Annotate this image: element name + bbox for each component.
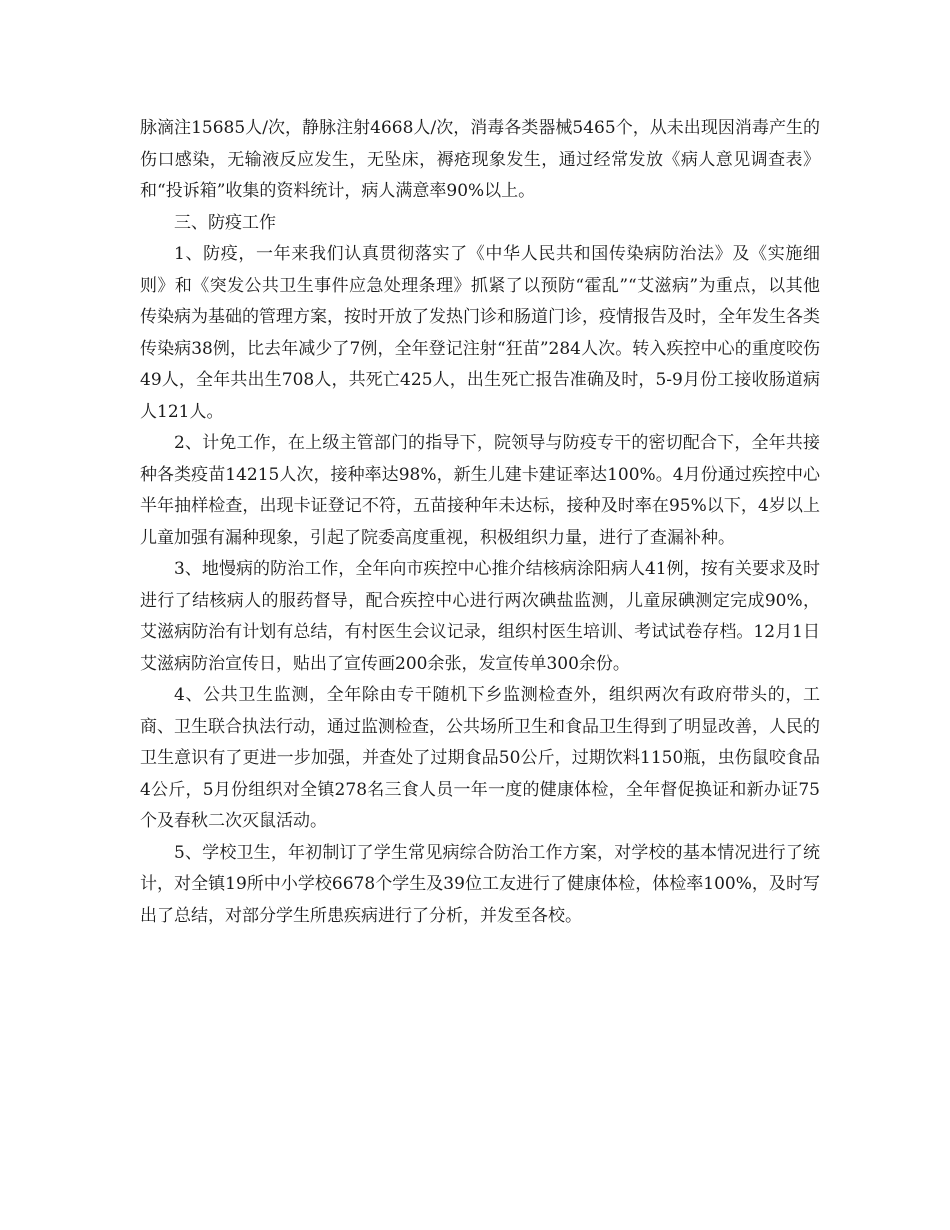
- paragraph-immunization: 2、计免工作，在上级主管部门的指导下，院领导与防疫专干的密切配合下，全年共接种各类疫苗14215人次，接种率达98%，新生儿建卡建证率达100%。4月份通过疾控中心半年抽样检查，出现卡证登记不符，五苗接种年未达标，接种及时率在95%以下，4岁以上儿童加强有漏种现象，引起了院委高度重视，积极组织力量，进行了查漏补种。: [140, 433, 820, 548]
- paragraph-prevention: 1、防疫，一年来我们认真贯彻落实了《中华人民共和国传染病防治法》及《实施细则》和《突发公共卫生事件应急处理条理》抓紧了以预防“霍乱”“艾滋病”为重点，以其他传染病为基础的管理方案，按时开放了发热门诊和肠道门诊，疫情报告及时，全年发生各类传染病38例，比去年减少了7例，全年登记注射“狂苗”284人次。转入疾控中心的重度咬伤49人，全年共出生708人，共死亡425人，出生死亡报告准确及时，5-9月份工接收肠道病人121人。: [140, 244, 820, 422]
- paragraph-school-health: 5、学校卫生，年初制订了学生常见病综合防治工作方案，对学校的基本情况进行了统计，对全镇19所中小学校6678个学生及39位工友进行了健康体检，体检率100%，及时写出了总结，对部分学生所患疾病进行了分析，并发至各校。: [140, 842, 820, 926]
- document-page: [140, 113, 820, 932]
- paragraph-public-health-monitoring: 4、公共卫生监测，全年除由专干随机下乡监测检查外，组织两次有政府带头的，工商、卫生联合执法行动，通过监测检查，公共场所卫生和食品卫生得到了明显改善，人民的卫生意识有了更进一步加强，并查处了过期食品50公斤，过期饮料1150瓶，虫伤鼠咬食品4公斤，5月份组织对全镇278名三食人员一年一度的健康体检，全年督促换证和新办证75个及春秋二次灭鼠活动。: [140, 685, 820, 831]
- paragraph-continuation: 脉滴注15685人/次，静脉注射4668人/次，消毒各类器械5465个，从未出现因消毒产生的伤口感染，无输液反应发生，无坠床，褥疮现象发生，通过经常发放《病人意见调查表》和“投诉箱”收集的资料统计，病人满意率90%以上。: [140, 118, 820, 201]
- section-heading-epidemic-prevention: 三、防疫工作: [174, 212, 276, 233]
- paragraph-chronic-disease: 3、地慢病的防治工作，全年向市疾控中心推介结核病涂阳病人41例，按有关要求及时进行了结核病人的服药督导，配合疾控中心进行两次碘盐监测，儿童尿碘测定完成90%，艾滋病防治有计划有总结，有村医生会议记录，组织村医生培训、考试试卷存档。12月1日艾滋病防治宣传日，贴出了宣传画200余张，发宣传单300余份。: [140, 559, 820, 674]
